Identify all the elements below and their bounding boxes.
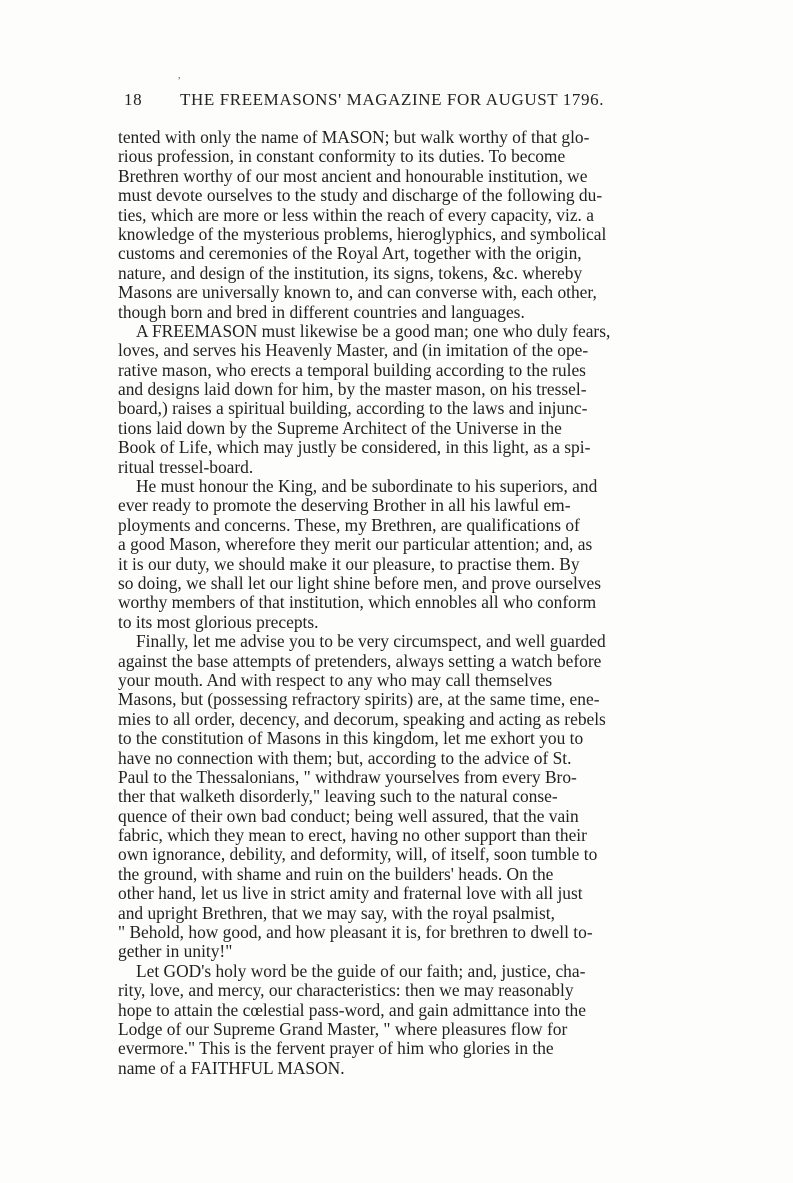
text-line: against the base attempts of pretenders, always setting a watch before [118, 650, 602, 671]
text-line: gether in unity!" [118, 941, 233, 962]
text-line: your mouth. And with respect to any who may call themselves [118, 669, 553, 690]
text-line: nature, and design of the institution, its signs, tokens, &c. whereby [118, 262, 583, 283]
text-line: ever ready to promote the deserving Brother in all his lawful em- [118, 495, 571, 516]
text-line: ties, which are more or less within the reach of every capacity, viz. a [118, 204, 594, 225]
text-line: board,) raises a spiritual building, according to the laws and injunc- [118, 398, 588, 419]
text-line: ritual tressel-board. [118, 456, 254, 477]
text-line: Book of Life, which may justly be considered, in this light, as a spi- [118, 437, 591, 458]
text-line: and upright Brethren, that we may say, with the royal psalmist, [118, 902, 555, 923]
text-line: it is our duty, we should make it our pleasure, to practise them. By [118, 553, 580, 574]
text-line: so doing, we shall let our light shine before men, and prove ourselves [118, 572, 601, 593]
text-line: the ground, with shame and ruin on the builders' heads. On the [118, 863, 554, 884]
text-line: ther that walketh disorderly," leaving such to the natural conse- [118, 786, 558, 807]
text-line: tented with only the name of MASON; but walk worthy of that glo- [118, 127, 590, 147]
text-line: tions laid down by the Supreme Architect of the Universe in the [118, 417, 562, 438]
text-line: ployments and concerns. These, my Brethren, are qualifications of [118, 514, 580, 535]
text-line: Lodge of our Supreme Grand Master, " where pleasures flow for [118, 1018, 568, 1039]
text-line: and designs laid down for him, by the master mason, on his tressel- [118, 379, 587, 400]
text-line: other hand, let us live in strict amity and fraternal love with all just [118, 883, 583, 904]
text-line: to its most glorious precepts. [118, 611, 319, 632]
text-line: must devote ourselves to the study and discharge of the following du- [118, 185, 603, 206]
text-line: Brethren worthy of our most ancient and honourable institution, we [118, 165, 588, 186]
stray-ink-mark: , [178, 70, 181, 81]
text-line: name of a FAITHFUL MASON. [118, 1057, 345, 1078]
article-body [118, 128, 682, 1078]
text-line: knowledge of the mysterious problems, hieroglyphics, and symbolical [118, 223, 607, 244]
text-line: Paul to the Thessalonians, " withdraw yourselves from every Bro- [118, 766, 577, 787]
paragraph-start-line: Let GOD's holy word be the guide of our faith; and, justice, cha- [136, 960, 586, 981]
text-line: own ignorance, debility, and deformity, will, of itself, soon tumble to [118, 844, 598, 865]
text-line: Masons, but (possessing refractory spirits) are, at the same time, ene- [118, 689, 600, 710]
paragraph-start-line: A FREEMASON must likewise be a good man; one who duly fears, [136, 320, 611, 341]
text-line: customs and ceremonies of the Royal Art, together with the origin, [118, 243, 582, 264]
text-line: loves, and serves his Heavenly Master, and (in imitation of the ope- [118, 340, 589, 361]
text-line: hope to attain the cœlestial pass-word, and gain admittance into the [118, 999, 586, 1020]
paragraph-start-line: He must honour the King, and be subordinate to his superiors, and [136, 476, 598, 497]
text-line: though born and bred in different countries and languages. [118, 301, 525, 322]
text-line: to the constitution of Masons in this kingdom, let me exhort you to [118, 728, 584, 749]
paragraph-start-line: Finally, let me advise you to be very circumspect, and well guarded [136, 631, 606, 652]
text-line: " Behold, how good, and how pleasant it is, for brethren to dwell to- [118, 922, 593, 943]
text-line: have no connection with them; but, according to the advice of St. [118, 747, 572, 768]
text-line: a good Mason, wherefore they merit our particular attention; and, as [118, 534, 593, 555]
text-line: worthy members of that institution, which ennobles all who conform [118, 592, 597, 613]
text-line: rity, love, and mercy, our characteristics: then we may reasonably [118, 980, 574, 1001]
text-line: fabric, which they mean to erect, having no other support than their [118, 825, 587, 846]
text-line: rious profession, in constant conformity to its duties. To become [118, 146, 566, 167]
text-line: mies to all order, decency, and decorum, speaking and acting as rebels [118, 708, 606, 729]
text-line: Masons are universally known to, and can converse with, each other, [118, 282, 597, 303]
text-line: rative mason, who erects a temporal building according to the rules [118, 359, 586, 380]
text-line: evermore." This is the fervent prayer of him who glories in the [118, 1038, 554, 1059]
text-line: quence of their own bad conduct; being well assured, that the vain [118, 805, 579, 826]
page-number: 18 [124, 90, 143, 109]
running-head: THE FREEMASONS' MAGAZINE FOR AUGUST 1796. [180, 90, 605, 109]
page-header [124, 90, 694, 114]
